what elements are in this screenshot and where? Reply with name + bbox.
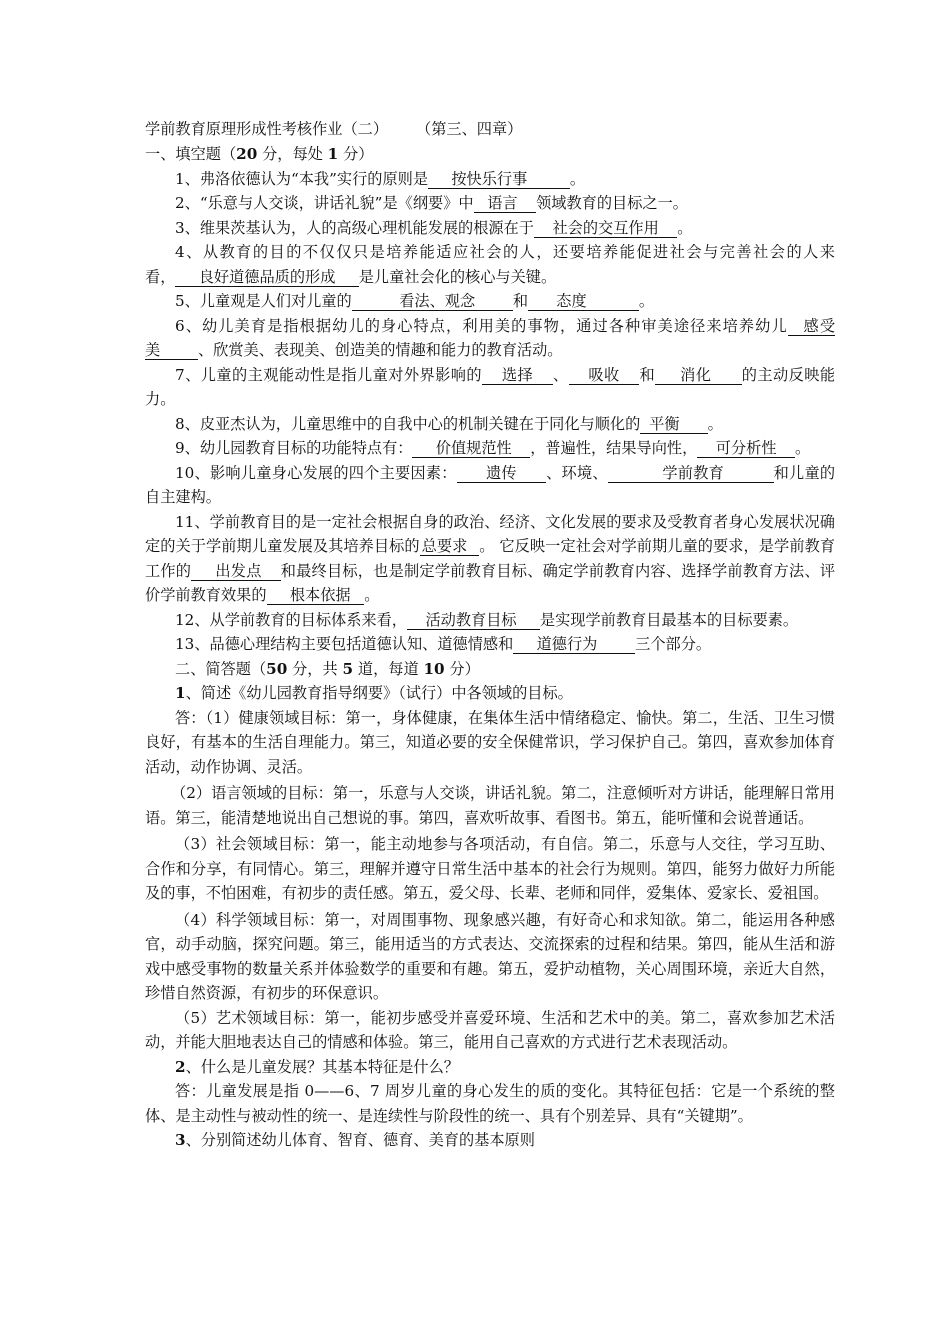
q4-text: 4、从教育的目的不仅仅只是培养能适应社会的人，还要培养能促进社会与完善社会的人来看， <box>145 243 835 286</box>
q9-mid: ，普遍性，结果导向性， <box>530 439 698 457</box>
q7-end: 的主动反映能力。 <box>145 365 836 408</box>
s1-answer-language: （2）语言领域的目标：第一，乐意与人交谈，讲话礼貌。第二，注意倾听对方讲话，能理解日常用语。第三，能清楚地说出自己想说的事。第四，喜欢听故事、看图书。第五，能听懂和会说普通话。 <box>145 784 835 827</box>
short-question-2 <box>145 1055 835 1080</box>
section-1-each: 1 <box>327 145 339 163</box>
q6-answer-text: 感受美 <box>145 316 836 359</box>
section-1-mid: 分，每处 <box>257 145 328 163</box>
s1-answer-social: （3）社会领域目标：第一，能主动地参与各项活动，有自信。第二，乐意与人交往，学习互助、合作和分享，有同情心。第三，理解并遵守日常生活中基本的社会行为规则。第四，能努力做好力所能及的事，不怕困难，有初步的责任感。第五，爱父母、长辈、老师和同伴，爱集体、爱家长、爱祖国。 <box>145 835 835 902</box>
q1-answer <box>428 170 570 189</box>
section-2-suffix: 分） <box>444 659 480 678</box>
q5-answer-2 <box>528 292 639 311</box>
q4-answer <box>175 268 358 287</box>
question-13 <box>145 632 835 657</box>
question-8 <box>145 412 835 437</box>
section-2-score: 50 <box>266 659 288 678</box>
q3-answer <box>534 219 677 238</box>
q8-end: 。 <box>707 414 723 433</box>
s2-number: 2 <box>175 1057 186 1076</box>
q10-mid: 、环境、 <box>546 463 608 482</box>
s2-answer: 答：儿童发展是指 0——6、7 周岁儿童的身心发生的质的变化。其特征包括：它是一个系统的整体、是主动性与被动性的统一、是连续性与阶段性的统一、具有个别差异、具有“关键期”。 <box>145 1082 835 1125</box>
question-7 <box>145 363 835 412</box>
title-chapter: （第三、四章） <box>416 120 523 138</box>
q11-end: 。 <box>364 586 380 604</box>
q11-answer-2 <box>191 562 281 581</box>
q10-answer-1-text: 遗传 <box>485 463 517 482</box>
q9-end: 。 <box>795 439 811 457</box>
section-2-mid: 分，共 <box>287 659 343 678</box>
q12-answer-text: 活动教育目标 <box>425 610 517 629</box>
short-question-1 <box>145 681 835 706</box>
q11-answer-1-text: 总要求 <box>421 537 468 555</box>
question-4 <box>145 240 835 289</box>
short-question-3 <box>145 1128 835 1153</box>
q9-answer-2 <box>697 439 795 458</box>
section-2-each: 10 <box>423 659 445 678</box>
q11-mid-2: 和最终目标，也是制定学前教育目标、确定学前教育内容、选择学前教育方法、评价学前教育效果的 <box>145 561 836 604</box>
q5-answer-1-text: 看法、观念 <box>399 292 476 310</box>
q11-mid-1: 。 它反映一定社会对学前期儿童的要求，是学前教育工作的 <box>145 537 836 580</box>
q7-mid-2: 和 <box>639 365 656 384</box>
q2-answer <box>474 194 537 213</box>
section-2-heading <box>145 657 835 682</box>
q6-end: 、欣赏美、表现美、创造美的情趣和能力的教育活动。 <box>197 341 563 359</box>
s1-number: 1 <box>175 684 186 702</box>
q5-answer-2-text: 态度 <box>556 292 587 310</box>
s1-text: 、简述《幼儿园教育指导纲要》（试行）中各领域的目标。 <box>185 684 573 702</box>
question-2 <box>145 191 835 216</box>
q4-answer-text: 良好道德品质的形成 <box>198 267 336 286</box>
q5-answer-1 <box>352 292 513 311</box>
q11-answer-2-text: 出发点 <box>215 561 262 580</box>
q10-answer-2-text: 学前教育 <box>662 463 725 482</box>
q3-text: 3、维果茨基认为，人的高级心理机能发展的根源在于 <box>175 218 534 237</box>
q9-answer-1-text: 价值规范性 <box>435 439 512 457</box>
s1-answer-health: 答：（1）健康领域目标：第一，身体健康，在集体生活中情绪稳定、愉快。第二，生活、卫生习惯良好，有基本的生活自理能力。第三，知道必要的安全保健常识，学习保护自己。第四，喜欢参加体育活动，动作协调、灵活。 <box>145 708 835 776</box>
question-11 <box>145 510 835 608</box>
q10-text: 10、影响儿童身心发展的四个主要因素： <box>175 463 457 482</box>
q10-answer-2 <box>608 464 774 483</box>
q12-answer <box>407 611 540 630</box>
q11-text: 11、学前教育目的是一定社会根据自身的政治、经济、文化发展的要求及受教育者身心发展状况确定的关于学前期儿童发展及其培养目标的 <box>145 512 835 555</box>
question-9 <box>145 436 835 461</box>
section-2-count: 5 <box>342 659 354 678</box>
section-1-score: 20 <box>236 145 258 163</box>
q7-answer-1-text: 选择 <box>501 365 534 384</box>
q1-answer-text: 按快乐行事 <box>451 169 528 188</box>
title-main: 学前教育原理形成性考核作业（二） <box>145 120 388 138</box>
q13-end: 三个部分。 <box>635 635 712 653</box>
q13-answer <box>513 635 635 654</box>
section-1-suffix: 分） <box>338 145 374 163</box>
section-1-heading <box>145 142 835 167</box>
q3-end: 。 <box>677 218 693 237</box>
s1-answer-art: （5）艺术领域目标：第一，能初步感受并喜爱环境、生活和艺术中的美。第二，喜欢参加艺术活动，并能大胆地表达自己的情感和体验。第三，能用自己喜欢的方式进行艺术表现活动。 <box>145 1008 835 1051</box>
q5-end: 。 <box>638 292 655 310</box>
q13-text: 13、品德心理结构主要包括道德认知、道德情感和 <box>175 635 514 653</box>
q8-answer-text: 平衡 <box>649 414 680 433</box>
q9-answer-1 <box>412 439 530 458</box>
q7-answer-2-text: 吸收 <box>588 365 620 384</box>
q9-text: 9、幼儿园教育目标的功能特点有： <box>175 439 413 457</box>
q6-text: 6、幼儿美育是指根据幼儿的身心特点，利用美的事物，通过各种审美途径来培养幼儿 <box>175 316 788 335</box>
q7-text: 7、儿童的主观能动性是指儿童对外界影响的 <box>175 365 483 384</box>
q2-answer-text: 语言 <box>487 194 518 212</box>
q2-text: 2、“乐意与人交谈，讲话礼貌”是《纲要》中 <box>175 194 474 212</box>
q12-end: 是实现学前教育目最基本的目标要素。 <box>539 610 799 629</box>
q11-answer-3 <box>267 586 365 605</box>
question-10 <box>145 461 835 510</box>
document-title <box>145 118 835 140</box>
q8-answer <box>640 415 707 434</box>
q11-answer-3-text: 根本依据 <box>289 586 351 604</box>
q11-answer-1 <box>420 537 480 556</box>
q5-text: 5、儿童观是人们对儿童的 <box>175 292 352 310</box>
q13-answer-text: 道德行为 <box>536 635 598 653</box>
question-12 <box>145 608 835 633</box>
document-content <box>145 118 835 1153</box>
q3-answer-text: 社会的交互作用 <box>552 218 659 237</box>
q10-end: 和儿童的自主建构。 <box>145 463 836 506</box>
q1-text: 1、弗洛依德认为“本我”实行的原则是 <box>175 169 429 188</box>
s1-answer-science: （4）科学领域目标：第一，对周围事物、现象感兴趣，有好奇心和求知欲。第二，能运用各种感官，动手动脑，探究问题。第三，能用适当的方式表达、交流探索的过程和结果。第四，能从生活和游戏中感受事物的数量关系并体验数学的重要和有趣。第五，爱护动植物，关心周围环境，亲近大自然，珍惜自然资源，有初步的环保意识。 <box>145 910 835 1002</box>
section-2-mid2: 道，每道 <box>353 659 424 678</box>
question-1 <box>145 167 835 192</box>
section-1-prefix: 一、填空题（ <box>145 145 237 163</box>
q5-mid: 和 <box>512 292 529 310</box>
q7-mid-1: 、 <box>552 365 569 384</box>
question-5 <box>145 289 835 314</box>
q12-text: 12、从学前教育的目标体系来看， <box>175 610 407 629</box>
q7-answer-3 <box>655 366 742 385</box>
s3-number: 3 <box>175 1131 186 1149</box>
s3-text: 、分别简述幼儿体育、智育、德育、美育的基本原则 <box>185 1131 535 1149</box>
q2-end: 领域教育的目标之一。 <box>536 194 688 212</box>
q7-answer-2 <box>569 366 640 385</box>
q9-answer-2-text: 可分析性 <box>715 439 777 457</box>
q7-answer-1 <box>482 366 553 385</box>
q4-end: 是儿童社会化的核心与关键。 <box>358 267 557 286</box>
q10-answer-1 <box>457 464 546 483</box>
s2-text: 、什么是儿童发展？其基本特征是什么？ <box>185 1057 459 1076</box>
q1-end: 。 <box>569 169 586 188</box>
question-3 <box>145 216 835 241</box>
question-6 <box>145 314 835 363</box>
q7-answer-3-text: 消化 <box>680 365 712 384</box>
section-2-prefix: 二、简答题（ <box>175 659 267 678</box>
q8-text: 8、皮亚杰认为，儿童思维中的自我中心的机制关键在于同化与顺化的 <box>175 414 641 433</box>
